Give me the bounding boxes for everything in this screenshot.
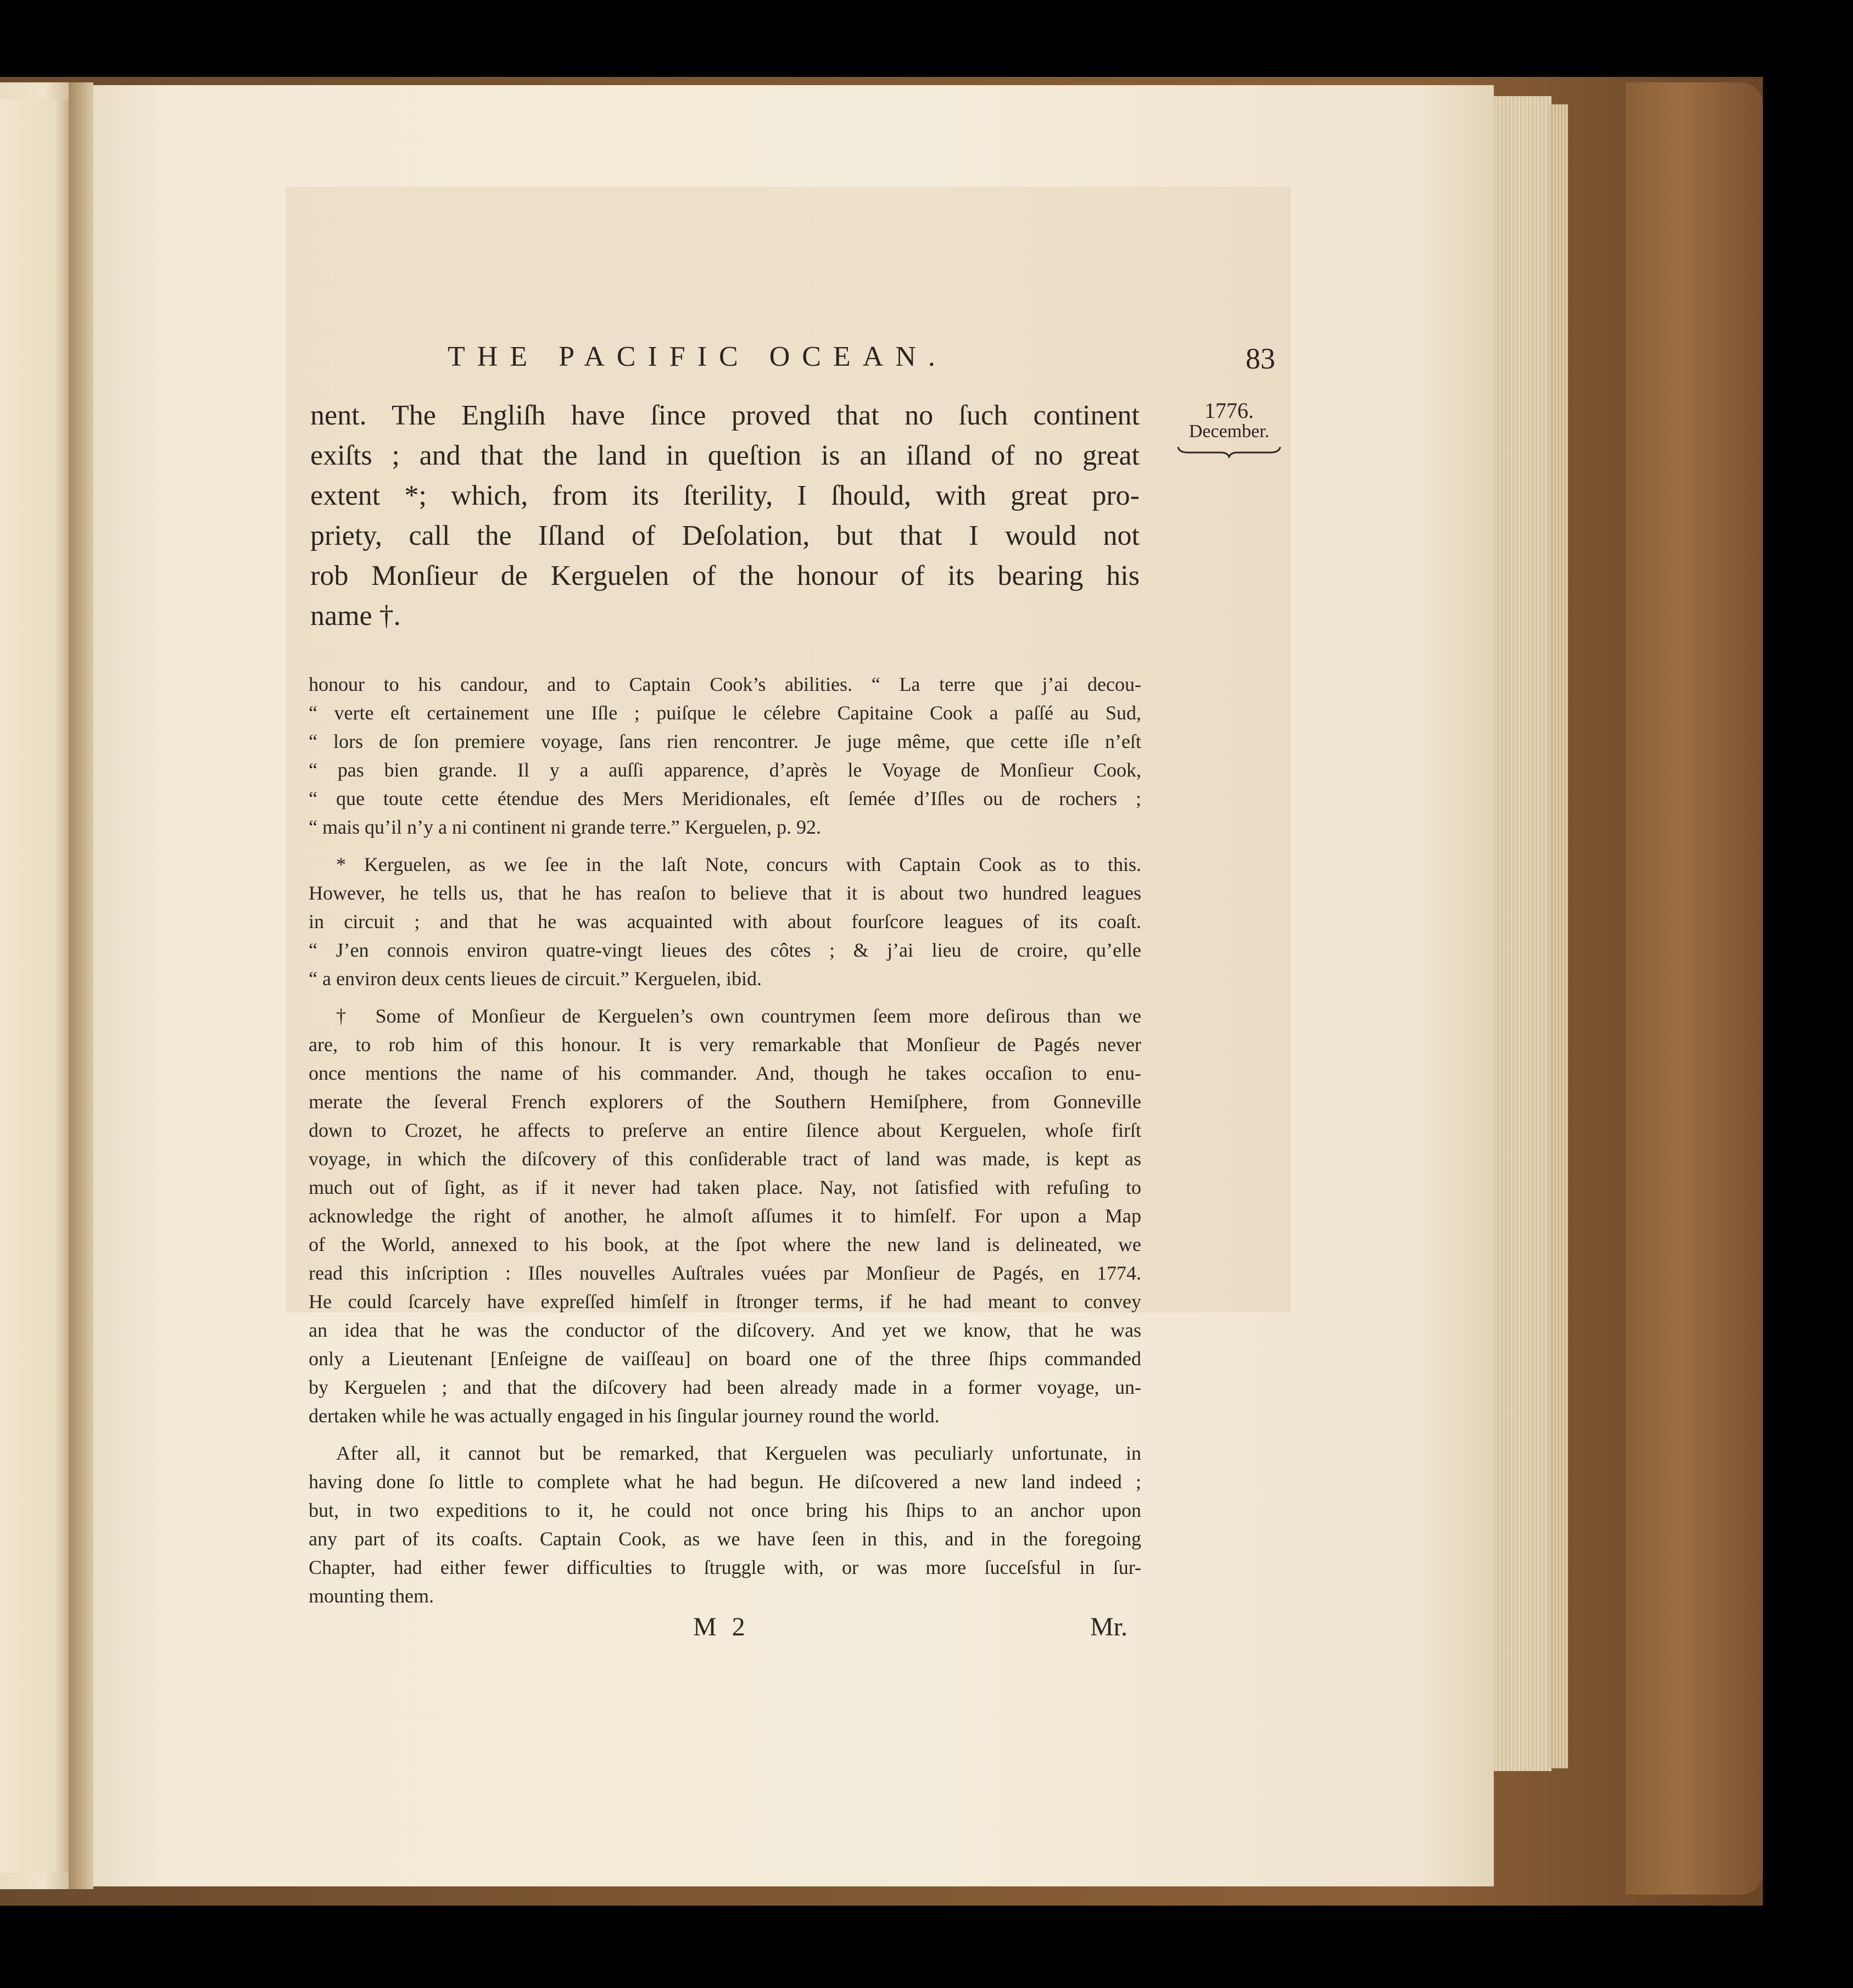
note-line: “ a environ deux cents lieues de circuit.” Kerguelen, ibid. (309, 968, 762, 990)
page-block-edge (1491, 96, 1551, 1771)
note-line: “ mais qu’il n’y a ni continent ni grande terre.” Kerguelen, p. 92. (309, 816, 822, 838)
note-line: of the World, annexed to his book, at the ſpot where the new land is delineated, we (309, 1233, 1141, 1255)
note-closing (309, 1439, 1141, 1610)
note-line: * Kerguelen, as we ſee in the laſt Note, concurs with Captain Cook as to this. (336, 853, 1141, 875)
brace-ornament (1177, 445, 1281, 458)
note-line: having done ſo little to complete what he had begun. He diſcovered a new land indeed ; (309, 1471, 1141, 1493)
note-line: only a Lieutenant [Enſeigne de vaiſſeau] on board one of the three ſhips commanded (309, 1348, 1141, 1370)
note-line: but, in two expeditions to it, he could not once bring his ſhips to an anchor upon (309, 1499, 1141, 1521)
note-line: read this inſcription : Iſles nouvelles Auſtrales vuées par Monſieur de Pagés, en 1774. (309, 1262, 1141, 1284)
note-line: honour to his candour, and to Captain Cook’s abilities. “ La terre que j’ai decou- (309, 673, 1141, 695)
note-line: once mentions the name of his commander. And, though he takes occaſion to enu- (309, 1062, 1141, 1084)
catchword: Mr. (1090, 1612, 1128, 1641)
note-line: voyage, in which the diſcovery of this conſiderable tract of land was made, is kept as (309, 1148, 1141, 1170)
main-line: exiſts ; and that the land in queſtion is an iſland of no great (310, 440, 1140, 471)
margin-note (1163, 400, 1295, 458)
note-line: merate the ſeveral French explorers of the Southern Hemiſphere, from Gonneville (309, 1091, 1141, 1113)
running-head: THE PACIFIC OCEAN. (448, 341, 947, 372)
note-dagger (309, 1002, 1141, 1430)
note-line: by Kerguelen ; and that the diſcovery had been already made in a former voyage, un- (309, 1376, 1141, 1398)
note-line: acknowledge the right of another, he almoſt aſſumes it to himſelf. For upon a Map (309, 1205, 1141, 1227)
note-line: in circuit ; and that he was acquainted with about fourſcore leagues of its coaſt. (309, 911, 1141, 932)
note-line: However, he tells us, that he has reaſon to believe that it is about two hundred leagues (309, 882, 1141, 904)
left-page-surface (0, 99, 70, 1873)
note-line: † Some of Monſieur de Kerguelen’s own countrymen ſeem more deſirous than we (336, 1005, 1141, 1027)
note-line: dertaken while he was actually engaged in his ſingular journey round the world. (309, 1405, 940, 1427)
book-cover-edge (1626, 82, 1763, 1895)
note-line: He could ſcarcely have expreſſed himſelf in ſtronger terms, if he had meant to convey (309, 1291, 1141, 1313)
margin-month: December. (1188, 421, 1270, 442)
signature-mark: M 2 (693, 1612, 750, 1641)
footnotes (309, 670, 1141, 1619)
main-line: name †. (310, 600, 401, 632)
note-line: “ verte eſt certainement une Iſle ; puiſque le célebre Capitaine Cook a paſſé au Sud, (309, 702, 1141, 724)
page-block-edge-outer (1549, 104, 1568, 1768)
note-star (309, 850, 1141, 993)
note-continuation (309, 670, 1141, 841)
note-line: “ lors de ſon premiere voyage, ſans rien rencontrer. Je juge même, que cette iſle n’eſt (309, 730, 1141, 752)
main-text (310, 395, 1140, 636)
main-line: extent *; which, from its ſterility, I ſhould, with great pro- (310, 480, 1140, 511)
note-line: any part of its coaſts. Captain Cook, as we have ſeen in this, and in the foregoing (309, 1528, 1141, 1550)
note-line: “ que toute cette étendue des Mers Meridionales, eſt ſemée d’Iſles ou de rochers ; (309, 788, 1141, 809)
note-line: “ J’en connois environ quatre-vingt lieues des côtes ; & j’ai lieu de croire, qu’elle (309, 939, 1141, 961)
note-line: After all, it cannot but be remarked, that Kerguelen was peculiarly unfortunate, in (336, 1442, 1141, 1464)
main-line: rob Monſieur de Kerguelen of the honour of its bearing his (310, 560, 1140, 591)
book-gutter (69, 82, 93, 1889)
note-line: mounting them. (309, 1585, 434, 1607)
main-line: priety, call the Iſland of Deſolation, but that I would not (310, 520, 1140, 551)
note-line: down to Crozet, he affects to preſerve an entire ſilence about Kerguelen, whoſe firſt (309, 1119, 1141, 1141)
note-line: “ pas bien grande. Il y a auſſi apparence, d’après le Voyage de Monſieur Cook, (309, 759, 1141, 781)
page-number: 83 (1246, 342, 1275, 375)
note-line: Chapter, had either fewer difficulties to ſtruggle with, or was more ſucceſsful in ſur- (309, 1556, 1141, 1578)
note-line: an idea that he was the conductor of the diſcovery. And yet we know, that he was (309, 1319, 1141, 1341)
margin-year: 1776. (1204, 398, 1254, 423)
note-line: much out of ſight, as if it never had taken place. Nay, not ſatisfied with refuſing to (309, 1176, 1141, 1198)
note-line: are, to rob him of this honour. It is very remarkable that Monſieur de Pagés never (309, 1034, 1141, 1056)
main-line: nent. The Engliſh have ſince proved that no ſuch continent (310, 400, 1140, 431)
